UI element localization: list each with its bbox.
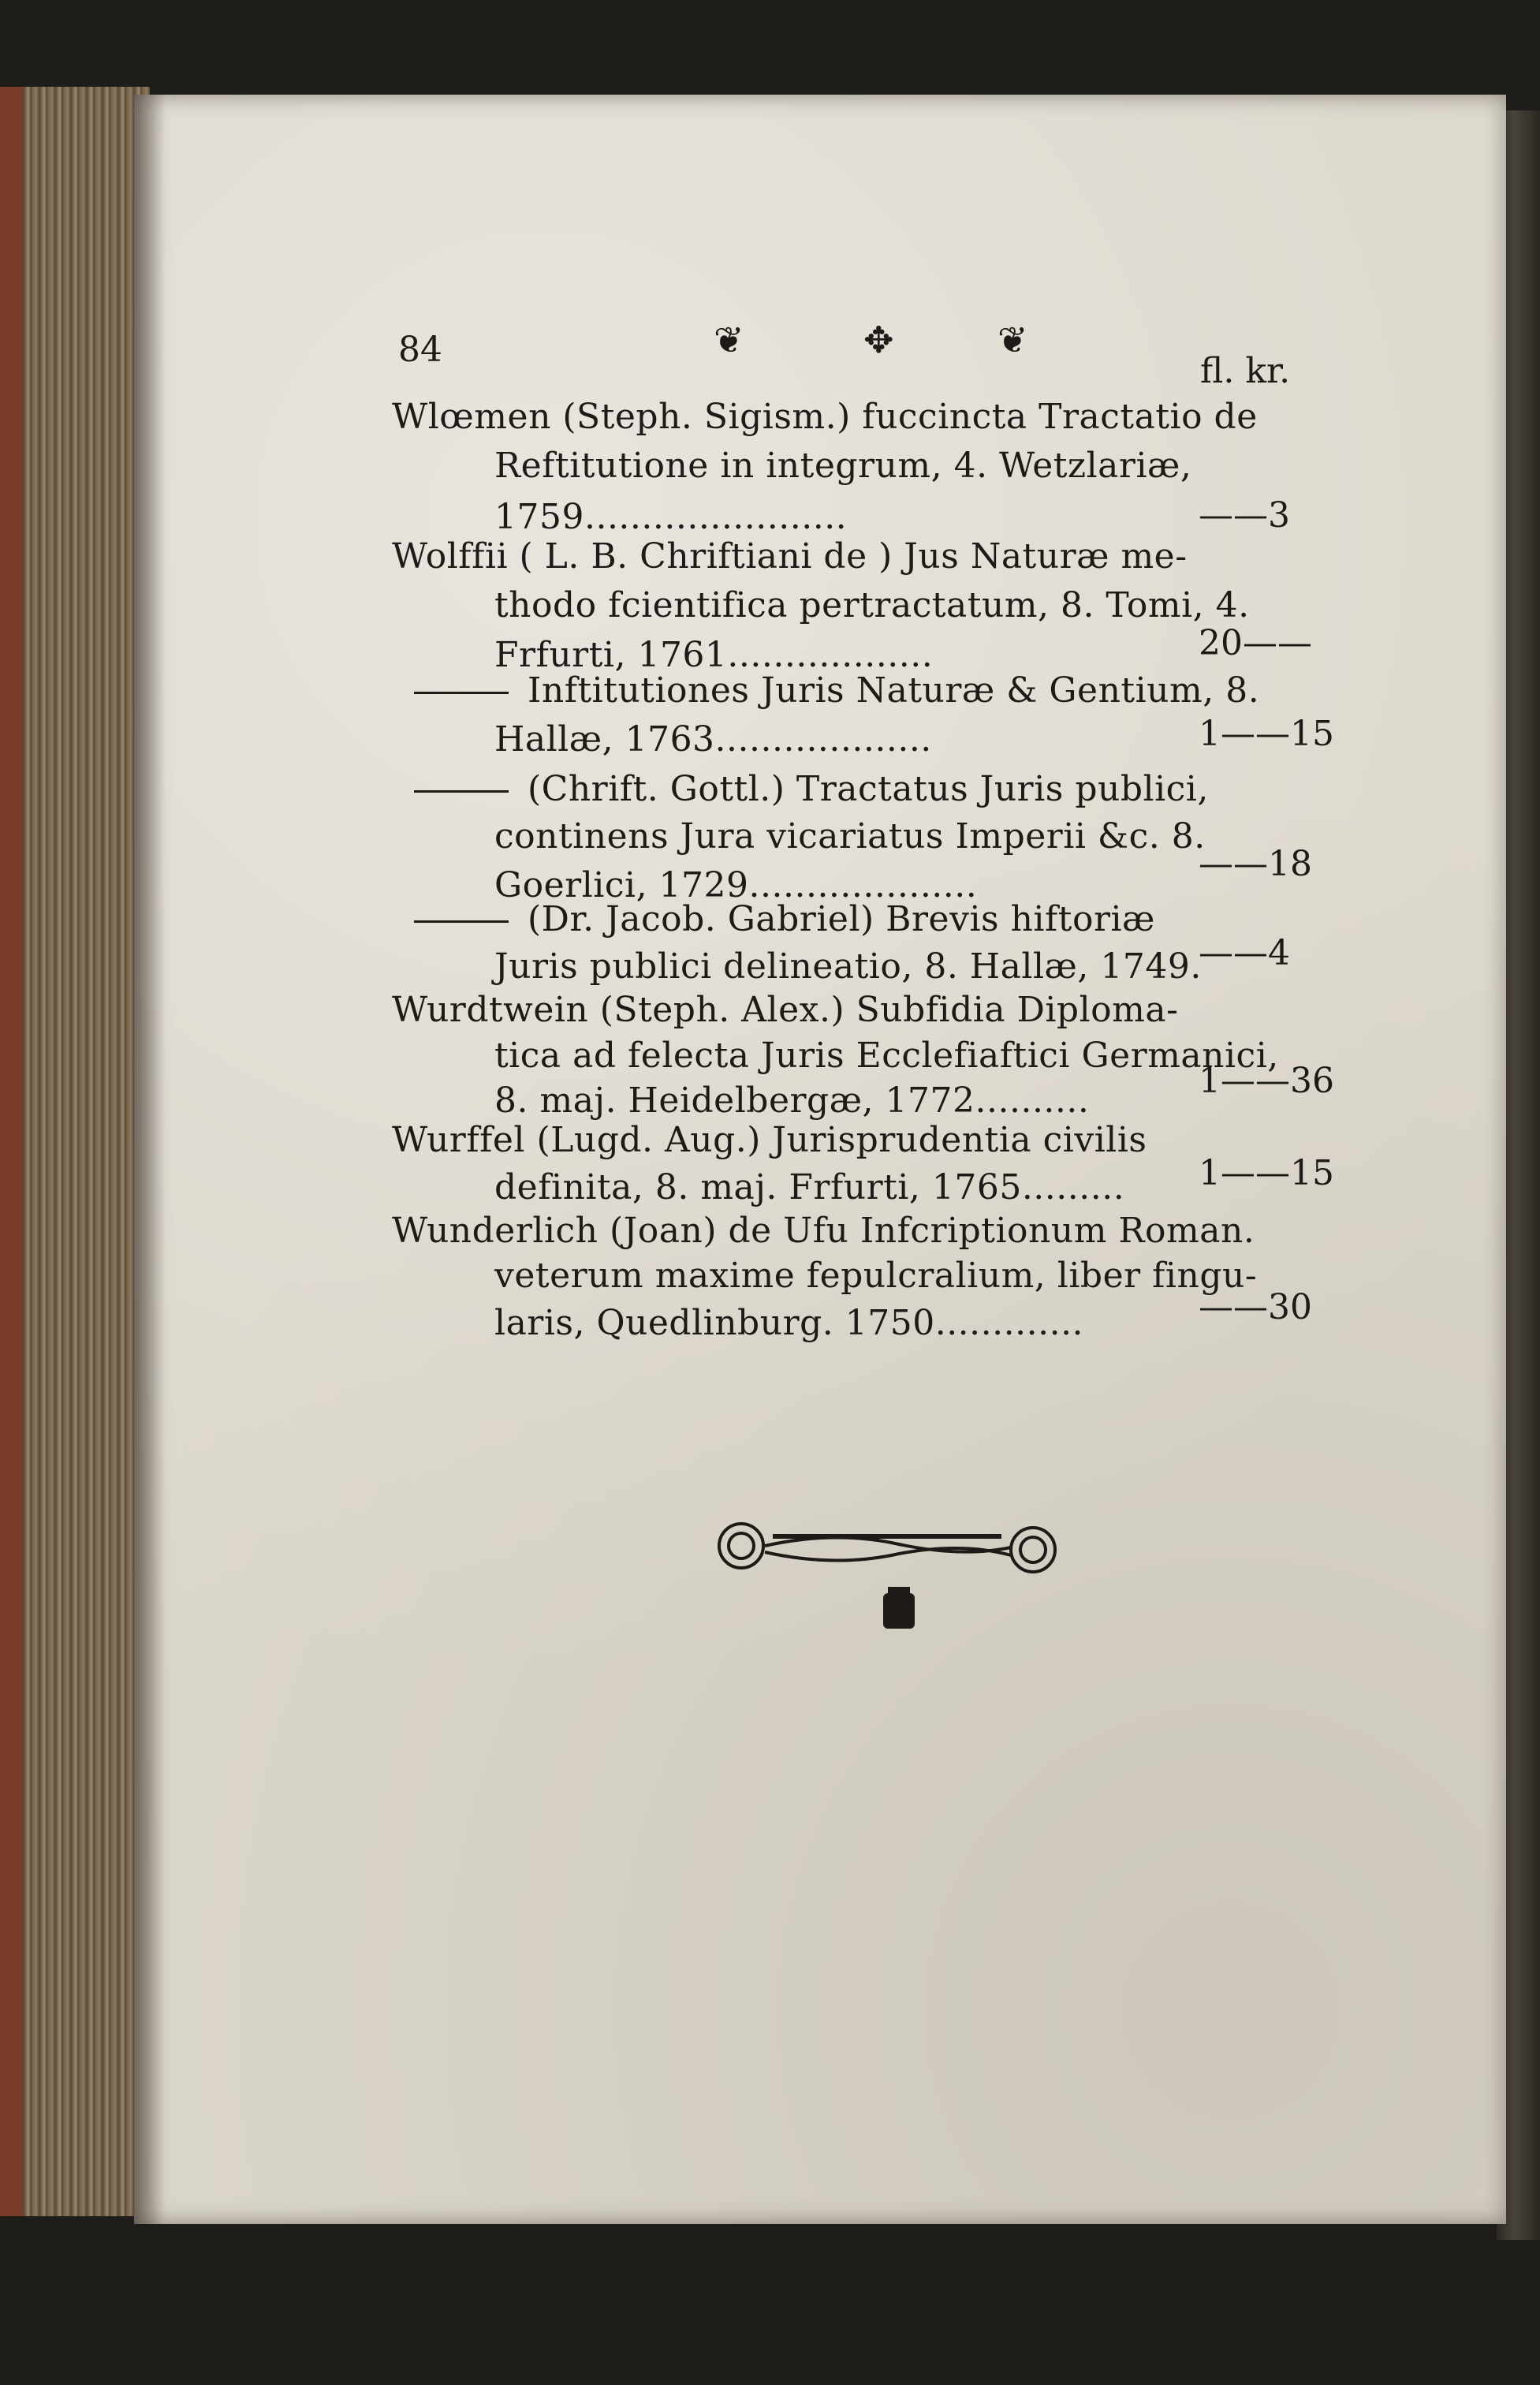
- price: 1——15: [1199, 1153, 1334, 1193]
- entry-line: Wurffel (Lugd. Aug.) Jurisprudentia civilis: [392, 1120, 1147, 1160]
- entry-line: Hallæ, 1763...................: [494, 719, 932, 760]
- entry-line: Wolffii ( L. B. Chriftiani de ) Jus Naturæ me-: [392, 536, 1188, 577]
- entry-line: Wlœmen (Steph. Sigism.) fuccincta Tractatio de: [392, 397, 1258, 437]
- entry-line: Frfurti, 1761..................: [494, 635, 934, 675]
- entry-line: definita, 8. maj. Frfurti, 1765.........: [494, 1167, 1125, 1207]
- entry-text: (Chrift. Gottl.) Tractatus Juris publici,: [528, 769, 1209, 809]
- entry-text: (Dr. Jacob. Gabriel) Brevis hiftoriæ: [528, 899, 1155, 939]
- entry-line: Wunderlich (Joan) de Ufu Infcriptionum Roman.: [392, 1211, 1255, 1251]
- price: ——18: [1199, 844, 1312, 884]
- price: 1——36: [1199, 1061, 1334, 1101]
- price: 20——: [1199, 623, 1312, 663]
- price: ——4: [1199, 933, 1290, 973]
- price: ——30: [1199, 1287, 1312, 1327]
- ornament-right-icon: ❦: [997, 319, 1028, 361]
- entry-line: [414, 899, 1155, 939]
- book-edge-left: [0, 87, 150, 2216]
- column-heading: fl. kr.: [1200, 351, 1291, 391]
- entry-line: [414, 769, 1209, 809]
- entry-line: veterum maxime fepulcralium, liber fingu-: [494, 1256, 1258, 1296]
- floral-vignette-icon: [710, 1514, 1088, 1672]
- entry-line: continens Jura vicariatus Imperii &c. 8.: [494, 816, 1206, 857]
- entry-line: Juris publici delineatio, 8. Hallæ, 1749.: [494, 946, 1202, 987]
- entry-line: Goerlici, 1729....................: [494, 865, 978, 905]
- ornament-center-icon: ✥: [863, 319, 894, 361]
- entry-line: laris, Quedlinburg. 1750.............: [494, 1303, 1084, 1343]
- entry-line: Reftitutione in integrum, 4. Wetzlariæ,: [494, 446, 1192, 486]
- entry-text: Inftitutiones Juris Naturæ & Gentium, 8.: [528, 670, 1260, 711]
- price: 1——15: [1199, 714, 1334, 754]
- entry-line: 1759.......................: [494, 497, 848, 537]
- entry-line: Wurdtwein (Steph. Alex.) Subfidia Diploma-: [392, 990, 1179, 1030]
- entry-line: thodo fcientifica pertractatum, 8. Tomi, 4.: [494, 585, 1250, 625]
- ornament-left-icon: ❦: [714, 319, 744, 361]
- entry-line: [414, 670, 1259, 711]
- page-number: 84: [398, 330, 442, 370]
- price: ——3: [1199, 495, 1290, 536]
- entry-line: 8. maj. Heidelbergæ, 1772..........: [494, 1081, 1090, 1121]
- page-gutter-shadow: [134, 95, 166, 2224]
- ditto-dash: [414, 692, 509, 694]
- entry-line: tica ad felecta Juris Ecclefiaftici Germanici,: [494, 1036, 1279, 1076]
- ditto-dash: [414, 790, 509, 793]
- ditto-dash: [414, 920, 509, 923]
